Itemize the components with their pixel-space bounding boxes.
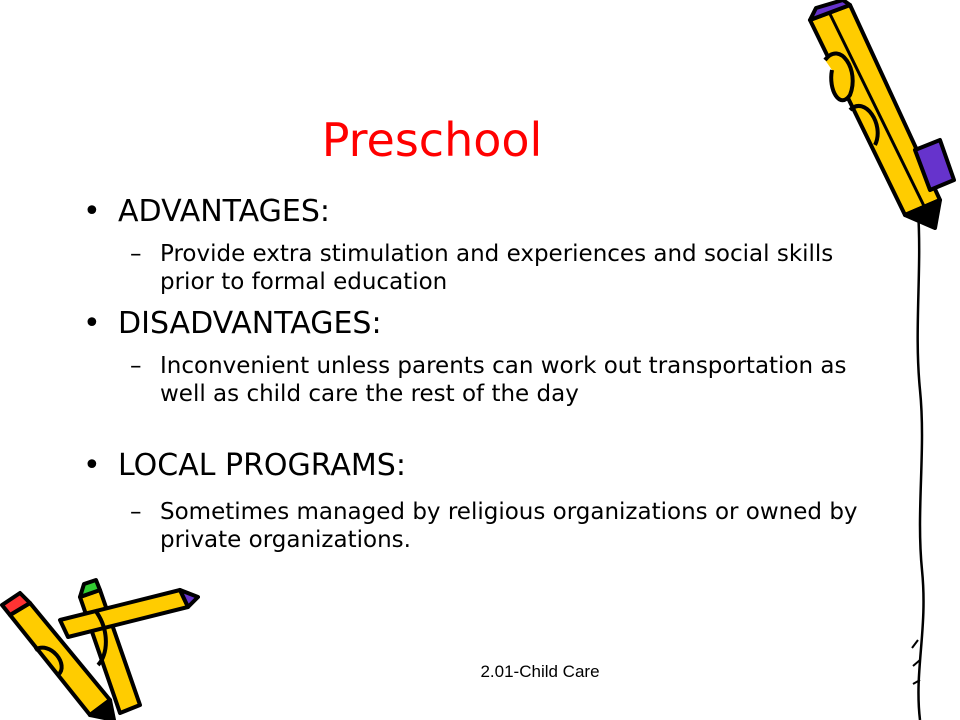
sub-bullet-text: Sometimes managed by religious organizations or owned by private organizations. xyxy=(160,499,858,553)
bullet-heading: LOCAL PROGRAMS: xyxy=(118,448,406,483)
sub-bullet-dash: – xyxy=(130,499,142,525)
slide-footer: 2.01-Child Care xyxy=(480,662,600,681)
bullet-dot: • xyxy=(83,306,101,341)
pencils-clipart-bottom-left-icon xyxy=(0,575,200,720)
sub-bullet-text: Inconvenient unless parents can work out transportation as well as child care the rest of the day xyxy=(160,353,847,407)
bullet-heading: DISADVANTAGES: xyxy=(118,306,382,341)
sub-bullet-dash: – xyxy=(130,353,142,379)
sub-bullet-text: Provide extra stimulation and experiences and social skills prior to formal education xyxy=(160,241,834,295)
bullet-dot: • xyxy=(83,194,101,229)
sub-bullet-dash: – xyxy=(130,241,142,267)
bullet-heading: ADVANTAGES: xyxy=(118,194,331,229)
slide-title: Preschool xyxy=(321,113,543,167)
bullet-dot: • xyxy=(83,448,101,483)
